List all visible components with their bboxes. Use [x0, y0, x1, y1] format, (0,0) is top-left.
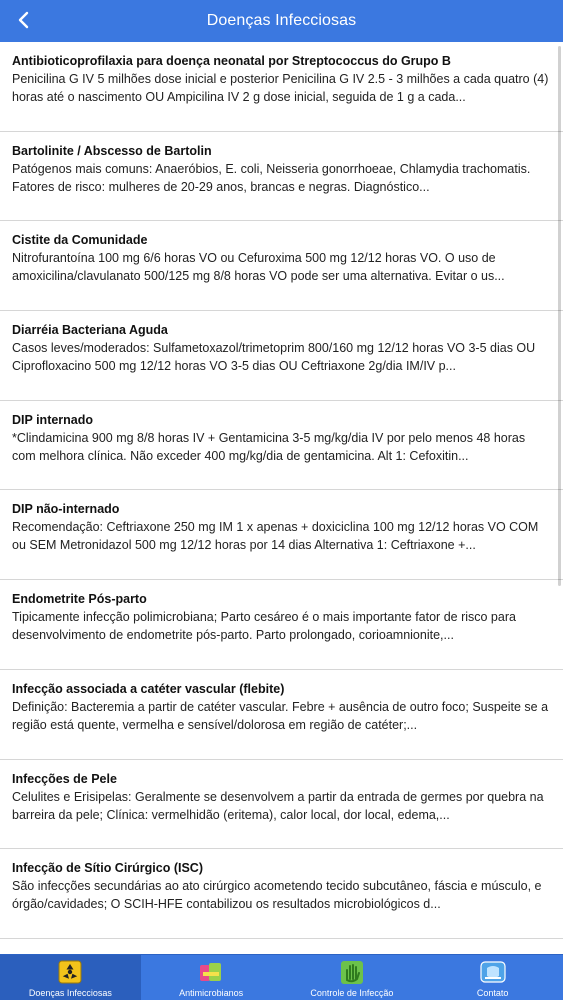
list-item[interactable] [0, 490, 563, 580]
contact-card-icon [480, 959, 506, 985]
list-item[interactable] [0, 221, 563, 311]
list-item-description: Casos leves/moderados: Sulfametoxazol/trimetoprim 800/160 mg 12/12 horas VO 3-5 dias OU Ciprofloxacino 500 mg 12/12 horas VO 3-5 dias OU Ceftriaxone 2g/dia IM/IV p... [12, 341, 536, 374]
hand-icon [339, 959, 365, 985]
list-item-title: Bartolinite / Abscesso de Bartolin [12, 143, 212, 158]
list-item-title: DIP internado [12, 412, 94, 427]
tab-label: Contato [476, 988, 509, 998]
chevron-left-icon [17, 11, 31, 29]
list-item-title: Infecção de Sítio Cirúrgico (ISC) [12, 861, 203, 876]
list-item-description: Nitrofurantoína 100 mg 6/6 horas VO ou Cefuroxima 500 mg 12/12 horas VO. O uso de amoxicilina/clavulanato 500/125 mg 8/8 horas VO pode ser uma alternativa. Evitar o us... [12, 251, 505, 284]
scrollbar[interactable] [558, 46, 561, 586]
tab-bar [0, 954, 563, 1000]
tab-antimicrobianos[interactable] [141, 955, 282, 1000]
list-item[interactable] [0, 401, 563, 491]
list-item-description: São infecções secundárias ao ato cirúrgico acometendo tecido subcutâneo, fáscia e músculo, e órgão/cavidades; O SCIH-HFE contabilizou os resultados microbiológicos d... [12, 879, 542, 912]
list-item-title: Diarréia Bacteriana Aguda [12, 323, 168, 338]
list-item-description: Penicilina G IV 5 milhões dose inicial e posterior Penicilina G IV 2.5 - 3 milhões a cada quatro (4) horas até o nascimento OU Ampicilina IV 2 g dose inicial, seguida de 1 g a cada... [12, 72, 549, 104]
list-item-description: *Clindamicina 900 mg 8/8 horas IV + Gentamicina 3-5 mg/kg/dia IV por pelo menos 48 horas com melhora clínica. Não exceder 400 mg/kg/dia de gentamicina. Alt 1: Cefoxitin... [12, 430, 526, 463]
list-item-title: DIP não-internado [12, 502, 120, 517]
list-item-title: Endometrite Pós-parto [12, 592, 147, 607]
list-item[interactable] [0, 42, 563, 132]
list-item-title: Cistite da Comunidade [12, 233, 148, 248]
list-item-partial[interactable] [0, 939, 563, 954]
list-item[interactable] [0, 132, 563, 222]
list-item[interactable] [0, 580, 563, 670]
list-item-description: Patógenos mais comuns: Anaeróbios, E. coli, Neisseria gonorrhoeae, Chlamydia trachomatis. Fatores de risco: mulheres de 20-29 anos, brancas e negras. Diagnóstico... [12, 161, 531, 194]
tab-label: Doenças Infecciosas [28, 988, 112, 998]
list-item[interactable] [0, 760, 563, 850]
tab-label: Antimicrobianos [179, 988, 244, 998]
tab-label: Controle de Infecção [310, 988, 394, 998]
pills-icon [198, 959, 224, 985]
list-item[interactable] [0, 311, 563, 401]
list-item-description: Definição: Bacteremia a partir de catéter vascular. Febre + ausência de outro foco; Suspeite se a região está quente, vermelha e sensível/dolorosa em região de catéter;... [12, 699, 549, 732]
disease-list[interactable] [0, 42, 563, 954]
list-item-description: Tipicamente infecção polimicrobiana; Parto cesáreo é o mais importante fator de risco para desenvolvimento de endometrite pós-parto. Parto prolongado, corioamnionite,... [12, 610, 516, 643]
list-item-title: Antibioticoprofilaxia para doença neonatal por Streptococcus do Grupo B [12, 54, 451, 68]
tab-contato[interactable] [422, 955, 563, 1000]
page-title: Doenças Infecciosas [206, 12, 357, 29]
back-button[interactable] [10, 6, 38, 34]
list-item-title: Infecções de Pele [12, 771, 117, 786]
list-item-description: Recomendação: Ceftriaxone 250 mg IM 1 x apenas + doxiciclina 100 mg 12/12 horas VO COM ou SEM Metronidazol 500 mg 12/12 horas por 14 dias Alternativa 1: Ceftriaxone +... [12, 520, 539, 553]
list-item-title: Infecção associada a catéter vascular (flebite) [12, 681, 285, 696]
navigation-bar [0, 0, 563, 42]
tab-doencas-infecciosas[interactable] [0, 955, 141, 1000]
list-item-description: Celulites e Erisipelas: Geralmente se desenvolvem a partir da entrada de germes por quebra na barreira da pele; Clínica: vermelhidão (eritema), calor local, dor local, edema,... [12, 789, 544, 822]
list-item[interactable] [0, 849, 563, 939]
biohazard-icon [57, 959, 83, 985]
tab-controle-de-infeccao[interactable] [282, 955, 423, 1000]
list-item[interactable] [0, 670, 563, 760]
